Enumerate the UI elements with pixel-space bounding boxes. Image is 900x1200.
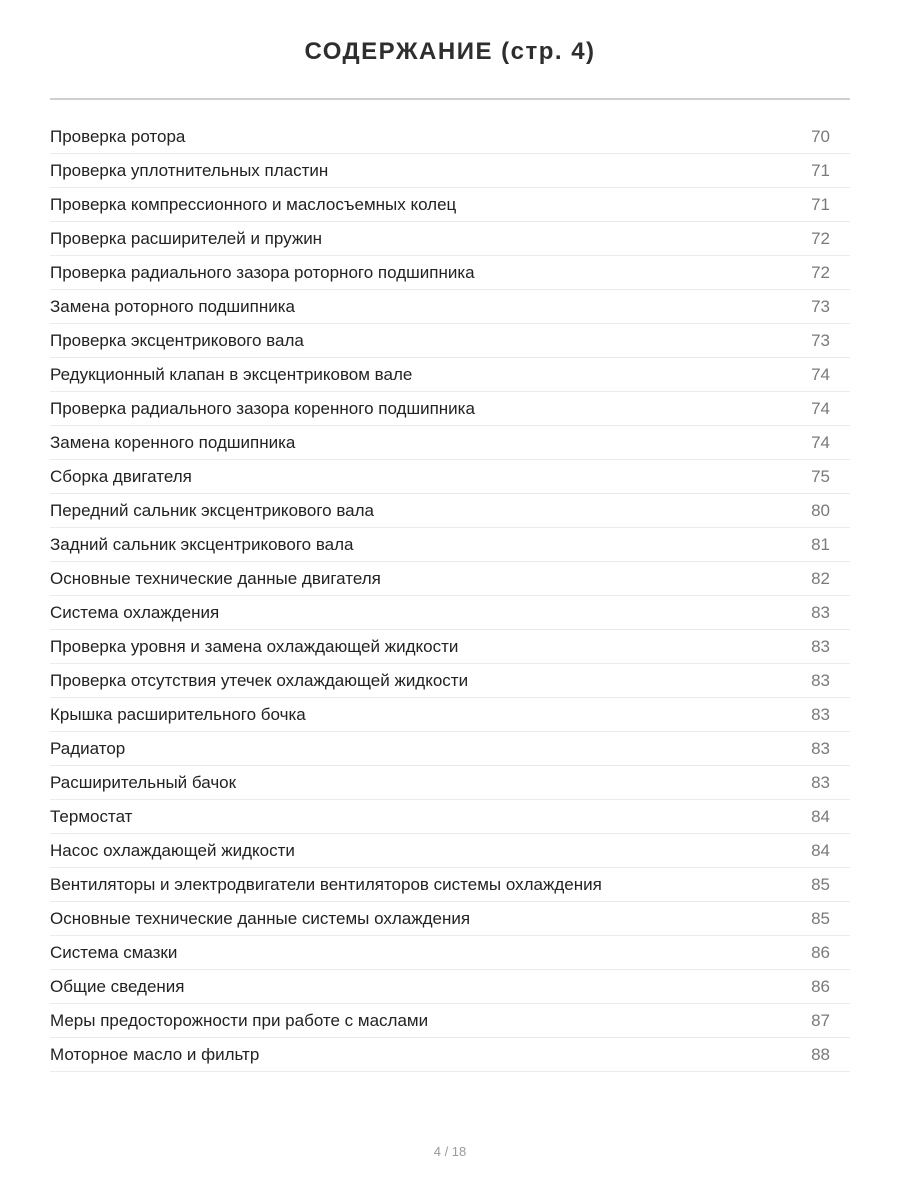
toc-entry-page-number: 84: [811, 807, 830, 826]
toc-entry-row[interactable]: [50, 732, 850, 766]
toc-entry-title: Основные технические данные системы охлаждения: [50, 909, 471, 928]
toc-entry-title: Проверка радиального зазора роторного подшипника: [50, 263, 475, 282]
toc-entry-title: Термостат: [50, 807, 133, 826]
toc-entry-row[interactable]: [50, 596, 850, 630]
toc-entry-page-number: 86: [811, 943, 830, 962]
toc-entry-page-number: 83: [811, 637, 830, 656]
toc-entry-title: Сборка двигателя: [50, 467, 192, 486]
toc-entry-page-number: 74: [811, 433, 830, 452]
toc-entry-page-number: 83: [811, 603, 830, 622]
toc-entry-row[interactable]: [50, 868, 850, 902]
toc-entry-row[interactable]: [50, 562, 850, 596]
toc-entry-page-number: 73: [811, 331, 830, 350]
toc-entry-row[interactable]: [50, 528, 850, 562]
toc-entry-title: Насос охлаждающей жидкости: [50, 841, 295, 860]
toc-entry-page-number: 86: [811, 977, 830, 996]
toc-entry-title: Замена коренного подшипника: [50, 433, 296, 452]
toc-entry-page-number: 85: [811, 909, 830, 928]
toc-entry-row[interactable]: [50, 1004, 850, 1038]
toc-entry-page-number: 73: [811, 297, 830, 316]
toc-entry-page-number: 87: [811, 1011, 830, 1030]
toc-entry-row[interactable]: [50, 970, 850, 1004]
toc-entry-row[interactable]: [50, 494, 850, 528]
page-counter: 4 / 18: [433, 1144, 467, 1159]
toc-entry-title: Проверка отсутствия утечек охлаждающей жидкости: [50, 671, 469, 690]
toc-entry-row[interactable]: [50, 766, 850, 800]
toc-entry-title: Редукционный клапан в эксцентриковом вале: [50, 365, 413, 384]
toc-entry-title: Основные технические данные двигателя: [50, 569, 381, 588]
toc-entry-page-number: 81: [811, 535, 830, 554]
toc-entry-title: Крышка расширительного бочка: [50, 705, 306, 724]
toc-entry-page-number: 82: [811, 569, 830, 588]
toc-entry-page-number: 74: [811, 365, 830, 384]
toc-entry-title: Вентиляторы и электродвигатели вентиляторов системы охлаждения: [50, 875, 602, 894]
title-divider: [50, 98, 850, 100]
toc-entry-page-number: 80: [811, 501, 830, 520]
toc-entry-page-number: 72: [811, 263, 830, 282]
toc-entry-title: Радиатор: [50, 739, 126, 758]
toc-entry-page-number: 71: [811, 161, 830, 180]
toc-entry-row[interactable]: [50, 426, 850, 460]
toc-entry-title: Проверка уплотнительных пластин: [50, 161, 329, 180]
toc-entry-title: Передний сальник эксцентрикового вала: [50, 501, 374, 520]
toc-entry-page-number: 85: [811, 875, 830, 894]
toc-entry-title: Общие сведения: [50, 977, 185, 996]
toc-entry-row[interactable]: [50, 630, 850, 664]
toc-entry-row[interactable]: [50, 1038, 850, 1072]
toc-entry-row[interactable]: [50, 392, 850, 426]
toc-entry-row[interactable]: [50, 664, 850, 698]
toc-entry-row[interactable]: [50, 800, 850, 834]
toc-entry-title: Расширительный бачок: [50, 773, 237, 792]
toc-entry-row[interactable]: [50, 834, 850, 868]
toc-entry-page-number: 70: [811, 127, 830, 146]
toc-entry-title: Проверка уровня и замена охлаждающей жидкости: [50, 637, 459, 656]
toc-entry-row[interactable]: [50, 154, 850, 188]
toc-entry-page-number: 83: [811, 705, 830, 724]
toc-entry-page-number: 83: [811, 671, 830, 690]
toc-entry-title: Замена роторного подшипника: [50, 297, 296, 316]
toc-entry-title: Моторное масло и фильтр: [50, 1045, 260, 1064]
toc-entry-row[interactable]: [50, 358, 850, 392]
toc-entry-row[interactable]: [50, 698, 850, 732]
toc-entry-row[interactable]: [50, 324, 850, 358]
toc-entry-row[interactable]: [50, 120, 850, 154]
toc-entry-title: Система охлаждения: [50, 603, 220, 622]
toc-entry-title: Меры предосторожности при работе с маслами: [50, 1011, 429, 1030]
toc-entry-page-number: 83: [811, 773, 830, 792]
toc-entry-row[interactable]: [50, 460, 850, 494]
toc-entry-title: Система смазки: [50, 943, 178, 962]
toc-entry-row[interactable]: [50, 902, 850, 936]
toc-entry-row[interactable]: [50, 256, 850, 290]
toc-entry-page-number: 83: [811, 739, 830, 758]
toc-entry-title: Проверка расширителей и пружин: [50, 229, 323, 248]
toc-entry-row[interactable]: [50, 222, 850, 256]
toc-entry-page-number: 75: [811, 467, 830, 486]
toc-entry-page-number: 74: [811, 399, 830, 418]
toc-list: [50, 120, 850, 1072]
toc-entry-page-number: 84: [811, 841, 830, 860]
toc-entry-page-number: 88: [811, 1045, 830, 1064]
toc-entry-row[interactable]: [50, 936, 850, 970]
toc-entry-title: Проверка компрессионного и маслосъемных колец: [50, 195, 457, 214]
toc-entry-title: Проверка ротора: [50, 127, 186, 146]
toc-entry-title: Задний сальник эксцентрикового вала: [50, 535, 354, 554]
page-title: СОДЕРЖАНИЕ (стр. 4): [304, 38, 596, 65]
toc-entry-page-number: 71: [811, 195, 830, 214]
toc-entry-title: Проверка эксцентрикового вала: [50, 331, 304, 350]
toc-entry-title: Проверка радиального зазора коренного подшипника: [50, 399, 475, 418]
toc-entry-page-number: 72: [811, 229, 830, 248]
toc-entry-row[interactable]: [50, 188, 850, 222]
toc-entry-row[interactable]: [50, 290, 850, 324]
